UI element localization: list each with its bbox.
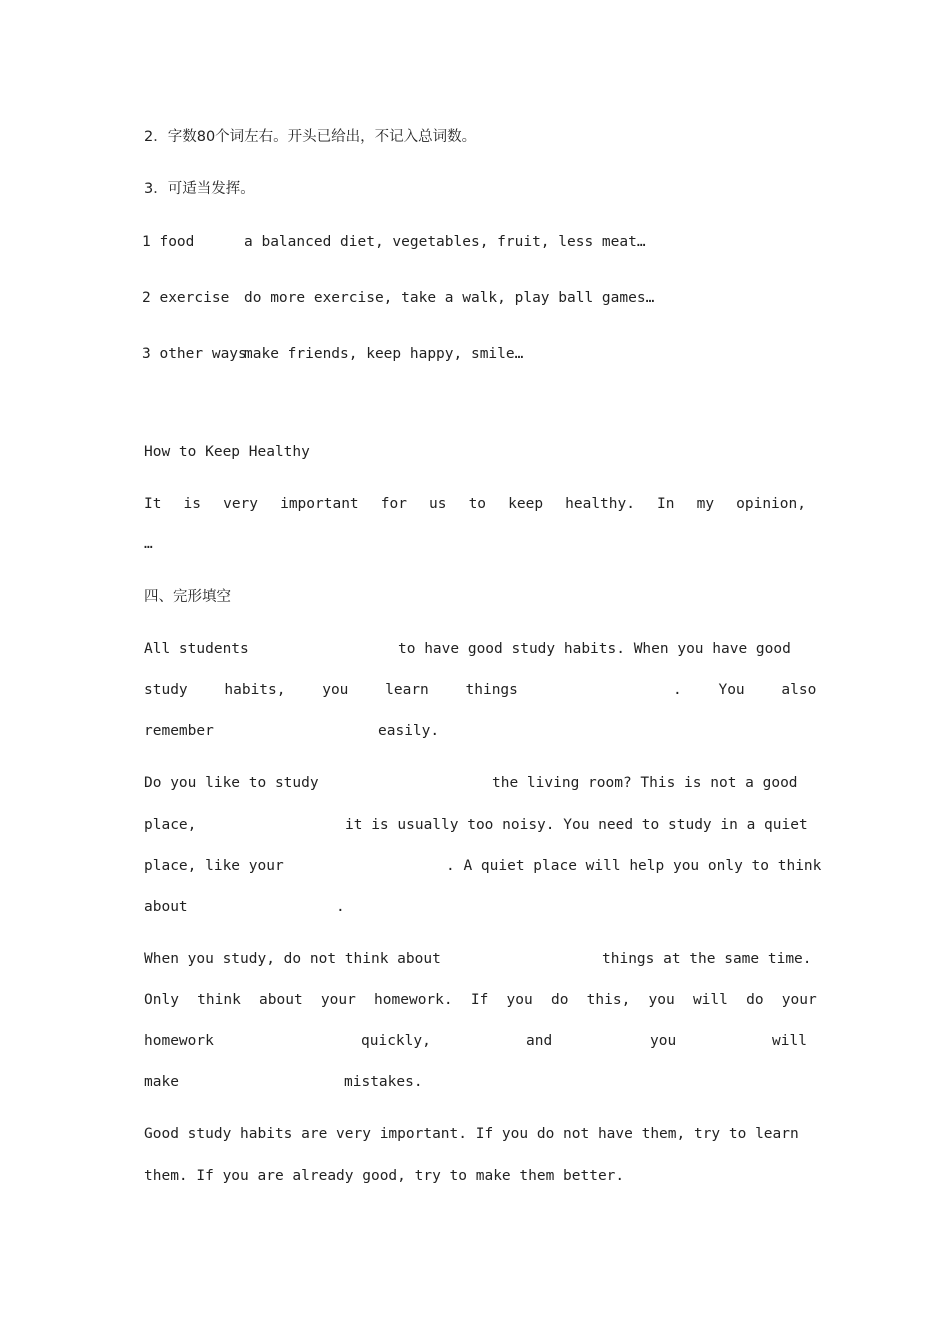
essay-word: In xyxy=(657,496,675,512)
essay-word: very xyxy=(223,496,259,512)
section-heading: 四、完形填空 xyxy=(144,589,231,605)
text-segment: you xyxy=(650,1033,677,1049)
text-segment: make xyxy=(144,1074,179,1090)
text-segment: Only think about your homework. If you do this, you will do your xyxy=(144,992,817,1008)
text-segment: Good study habits are very important. If you do not have them, try to learn xyxy=(144,1126,799,1142)
outline-text: make friends, keep happy, smile… xyxy=(244,346,524,362)
essay-opening-line xyxy=(144,494,806,514)
outline-text: do more exercise, take a walk, play ball games… xyxy=(244,290,655,306)
essay-word: It xyxy=(144,496,162,512)
text-segment: remember xyxy=(144,723,214,739)
text-segment: will xyxy=(772,1033,807,1049)
essay-word: my xyxy=(696,496,715,512)
requirement-2: 2．字数80个词左右。开头已给出，不记入总词数。 xyxy=(144,129,477,145)
text-segment: things at the same time. xyxy=(602,951,812,967)
text-segment: place, xyxy=(144,817,197,833)
outline-label: 1 food xyxy=(142,234,195,250)
text-segment: . xyxy=(336,899,345,915)
requirement-3: 3．可适当发挥。 xyxy=(144,181,255,197)
essay-word: healthy. xyxy=(565,496,635,512)
outline-text: a balanced diet, vegetables, fruit, less meat… xyxy=(244,234,646,250)
text-segment: . You also xyxy=(673,682,817,698)
text-segment: and xyxy=(526,1033,553,1049)
outline-label: 2 exercise xyxy=(142,290,230,306)
text-segment: quickly, xyxy=(361,1033,431,1049)
essay-word: is xyxy=(183,496,202,512)
essay-word: keep xyxy=(508,496,544,512)
text-segment: about xyxy=(144,899,188,915)
text-segment: it is usually too noisy. You need to study in a quiet xyxy=(345,817,808,833)
text-segment: place, like your xyxy=(144,858,284,874)
text-segment: . A quiet place will help you only to think xyxy=(446,858,822,874)
essay-ellipsis: … xyxy=(144,536,153,552)
text-segment: study habits, you learn things xyxy=(144,682,518,698)
text-segment: them. If you are already good, try to make them better. xyxy=(144,1168,625,1184)
text-segment: to have good study habits. When you have good xyxy=(398,641,791,657)
essay-word: us xyxy=(429,496,447,512)
text-segment: homework xyxy=(144,1033,214,1049)
essay-title: How to Keep Healthy xyxy=(144,444,310,460)
text-segment: easily. xyxy=(378,723,440,739)
outline-label: 3 other ways xyxy=(142,346,247,362)
essay-word: important xyxy=(280,496,359,512)
text-segment: All students xyxy=(144,641,249,657)
essay-word: for xyxy=(380,496,407,512)
text-segment: mistakes. xyxy=(344,1074,423,1090)
text-segment: the living room? This is not a good xyxy=(492,775,798,791)
essay-word: opinion, xyxy=(736,496,806,512)
text-segment: Do you like to study xyxy=(144,775,319,791)
essay-word: to xyxy=(468,496,487,512)
text-segment: When you study, do not think about xyxy=(144,951,441,967)
